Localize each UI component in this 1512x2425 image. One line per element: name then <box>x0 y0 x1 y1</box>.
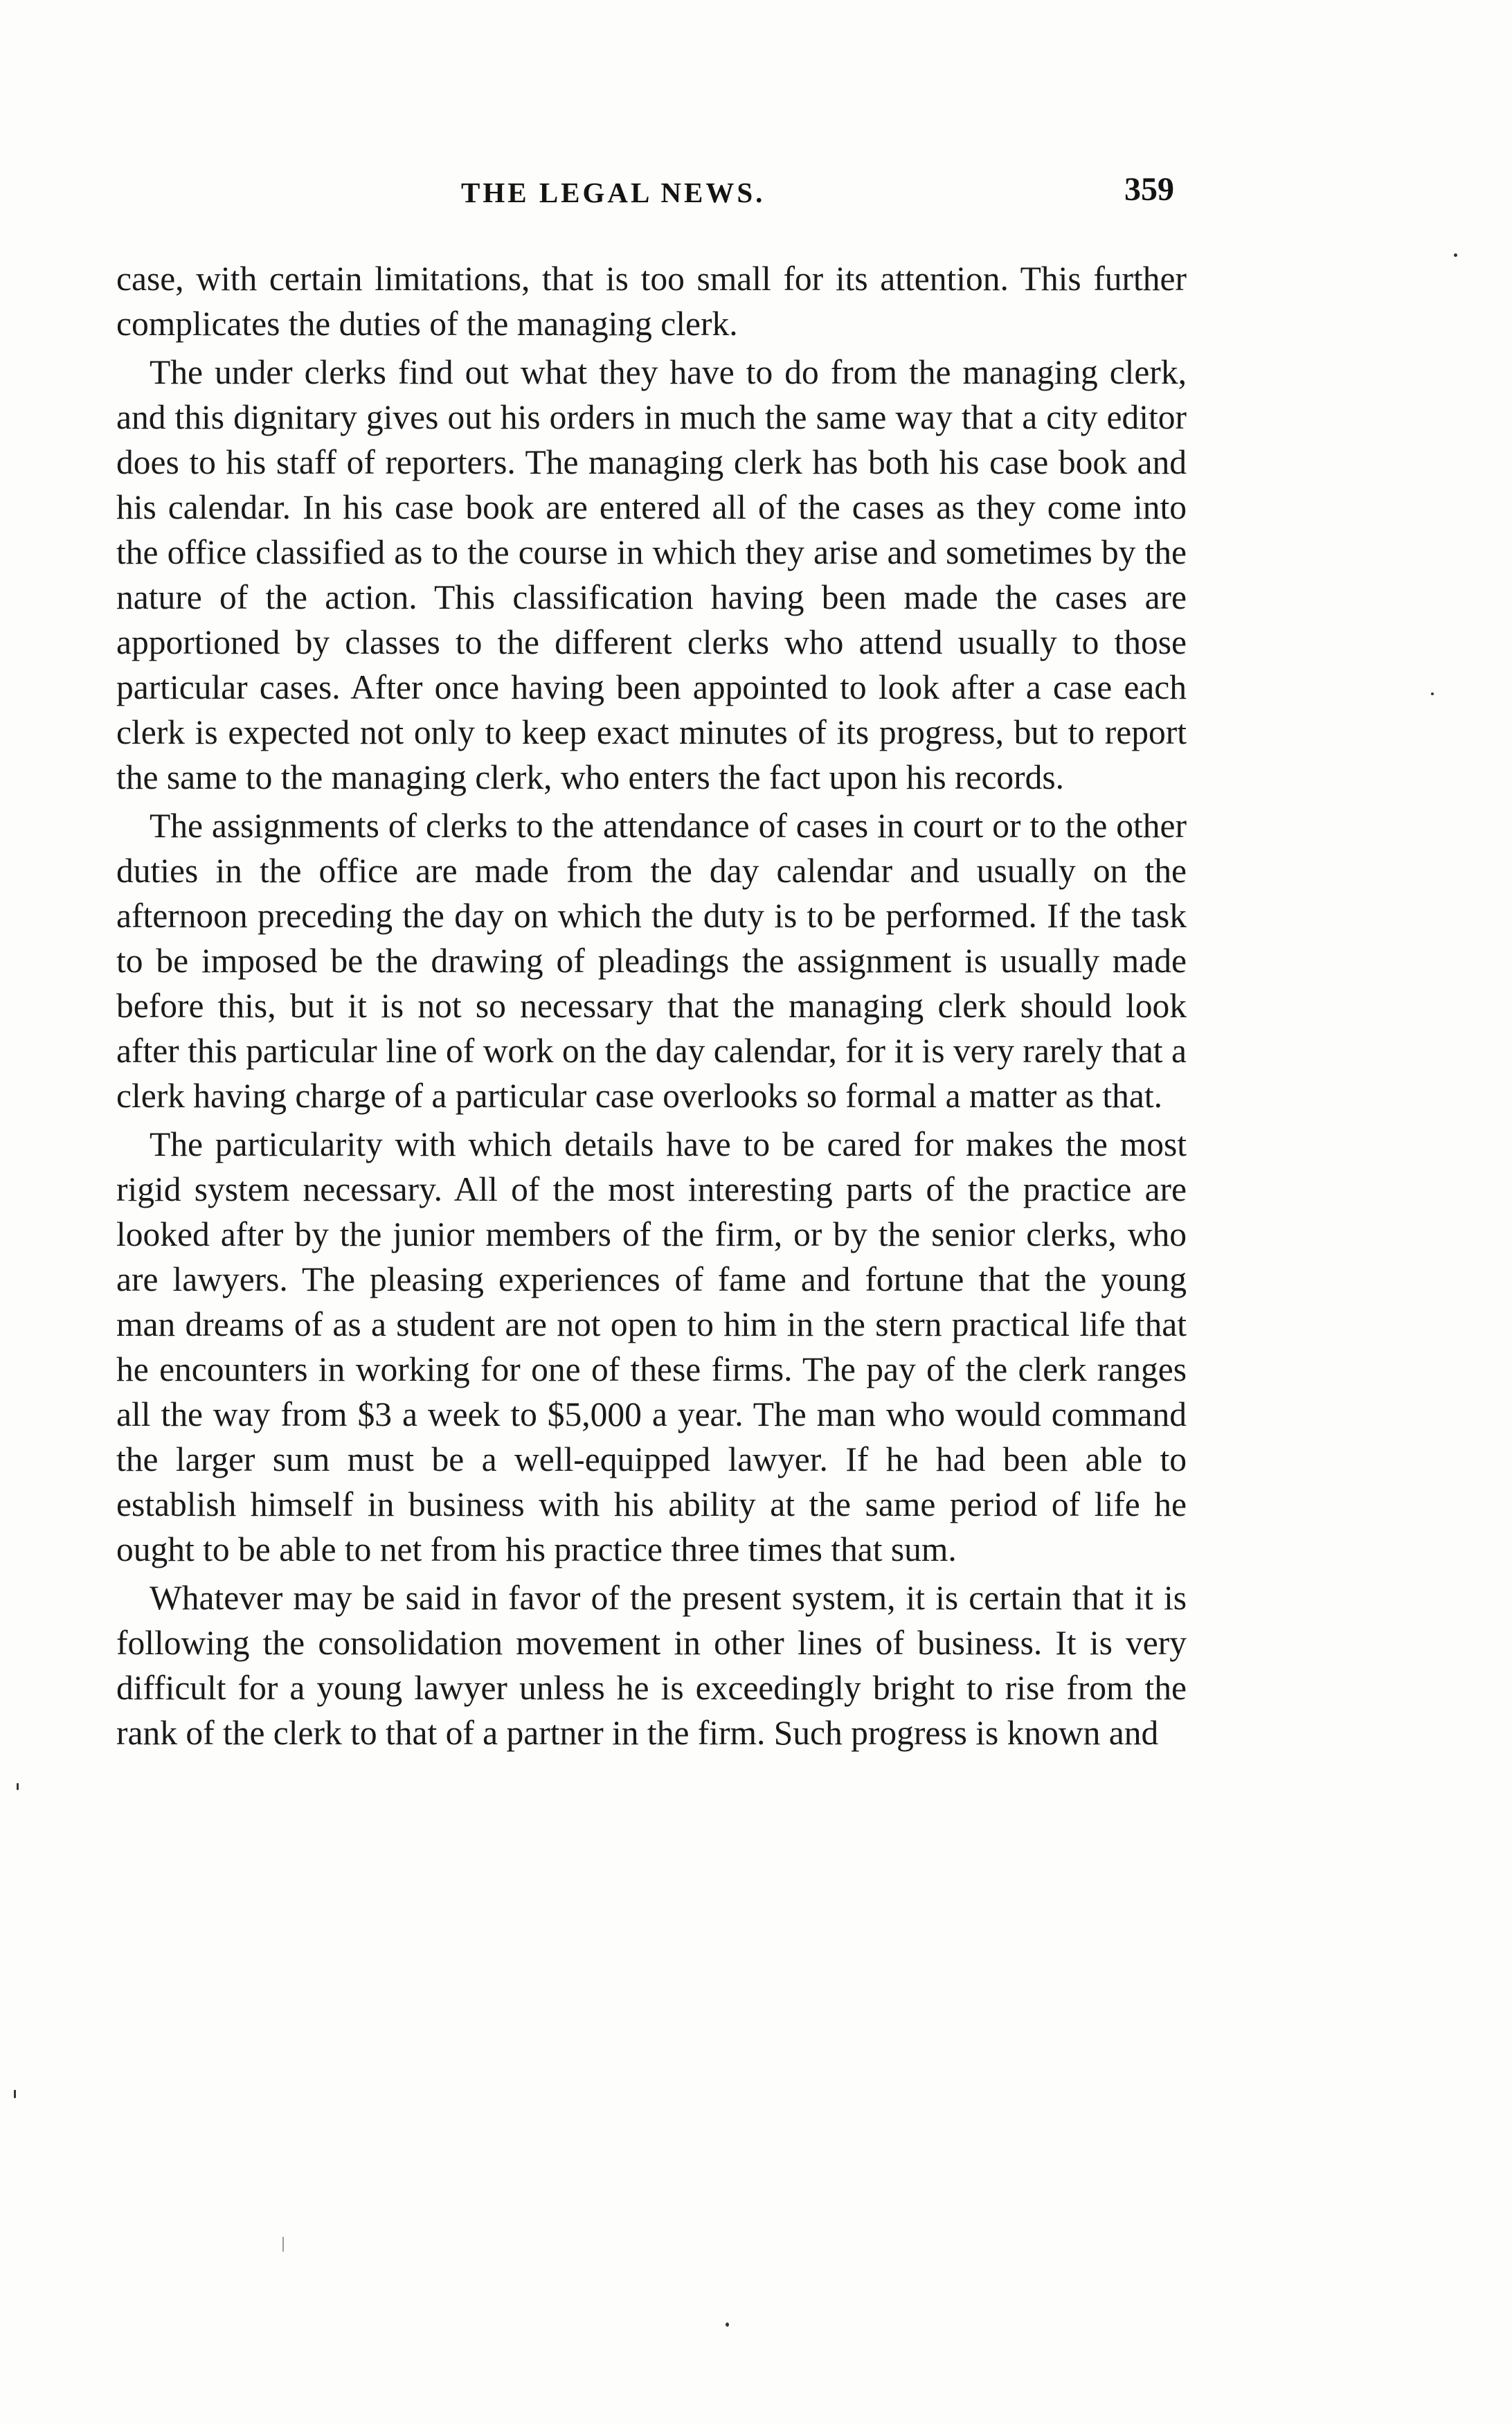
paragraph: The particularity with which details have to be cared for makes the most rigid system necessary. All of the most interesting parts of the practice are looked after by the junior members of the firm, or by the senior clerks, who are lawyers. The pleasing experiences of fame and fortune that the young man dreams of as a student are not open to him in the stern practical life that he encounters in working for one of these firms. The pay of the clerk ranges all the way from $3 a week to $5,000 a year. The man who would command the larger sum must be a well-equipped lawyer. If he had been able to establish himself in business with his ability at the same period of life he ought to be able to net from his practice three times that sum. <box>116 1125 1187 1568</box>
scan-speck <box>17 1783 19 1790</box>
scan-speck <box>726 2323 729 2327</box>
scan-speck <box>1454 253 1457 257</box>
journal-title: THE LEGAL NEWS. <box>461 177 766 208</box>
scan-speck <box>282 2237 284 2252</box>
paragraph: Whatever may be said in favor of the present system, it is certain that it is following the consolidation movement in other lines of business. It is very difficult for a young lawyer unless he is exceedingly bright to rise from the rank of the clerk to that of a partner in the firm. Such progress is known and <box>116 1579 1187 1752</box>
paragraph: The assignments of clerks to the attendance of cases in court or to the other duties in the office are made from the day calendar and usually on the afternoon preceding the day on which the duty is to be performed. If the task to be imposed be the drawing of pleadings the assignment is usually made before this, but it is not so necessary that the managing clerk should look after this particular line of work on the day calendar, for it is very rarely that a clerk having charge of a particular case overlooks so formal a matter as that. <box>116 807 1187 1115</box>
paragraph: The under clerks find out what they have to do from the managing clerk, and this dignitary gives out his orders in much the same way that a city editor does to his staff of reporters. The managing clerk has both his case book and his calendar. In his case book are entered all of the cases as they come into the office classified as to the course in which they arise and sometimes by the nature of the action. This classification having been made the cases are apportioned by classes to the different clerks who attend usually to those particular cases. After once having been appointed to look after a case each clerk is expected not only to keep exact minutes of its progress, but to report the same to the managing clerk, who enters the fact upon his records. <box>116 353 1187 796</box>
page-number: 359 <box>1124 171 1174 208</box>
scan-speck <box>14 2090 16 2098</box>
scan-speck <box>1431 692 1434 695</box>
article-text <box>116 256 1187 1755</box>
running-head <box>116 170 1187 219</box>
paragraph-continued: case, with certain limitations, that is too small for its attention. This further complicates the duties of the managing clerk. <box>116 260 1187 343</box>
